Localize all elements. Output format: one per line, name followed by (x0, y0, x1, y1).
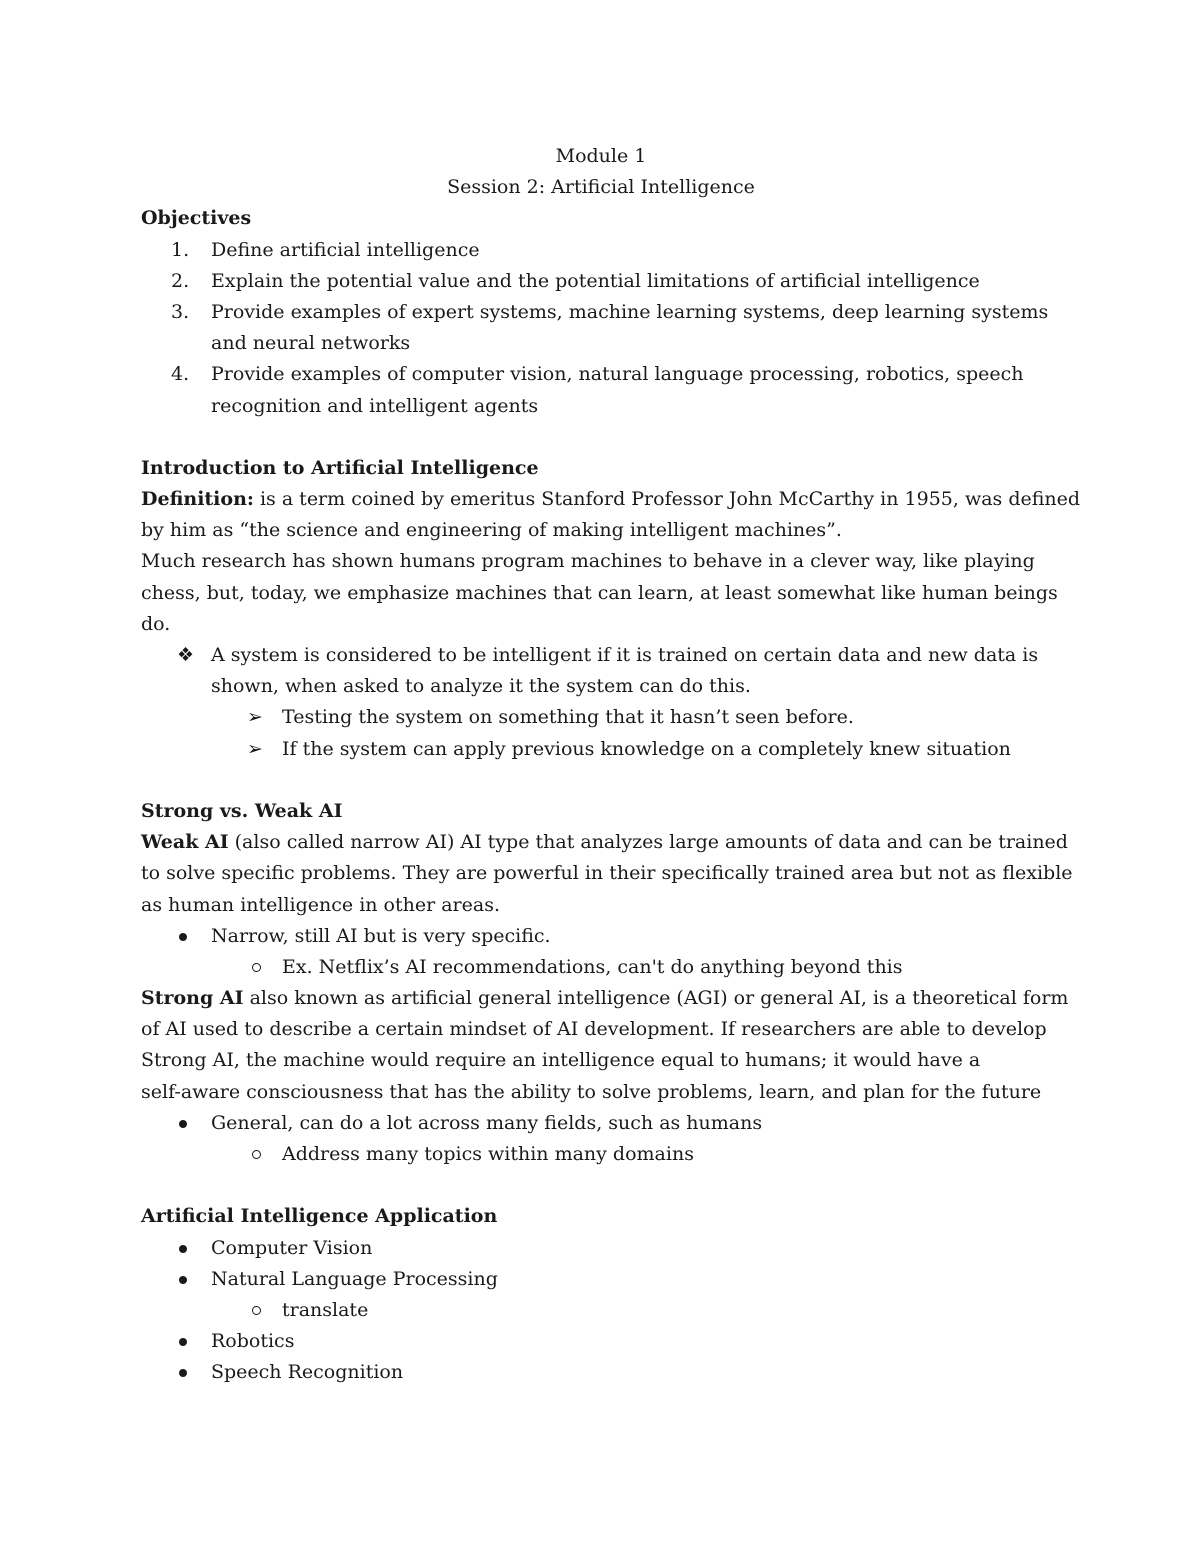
application-item-computer-vision: Computer Vision (141, 1233, 1061, 1264)
strong-ai-line-cont: self-aware consciousness that has the ability to solve problems, learn, and plan for the future (141, 1080, 1042, 1103)
definition-line: Definition: is a term coined by emeritus Stanford Professor John McCarthy in 1955, was defined (141, 488, 1081, 511)
bullet-circle-icon (252, 1306, 261, 1315)
session-title: Session 2: Artificial Intelligence (447, 176, 755, 199)
bullet-circle-icon (252, 963, 261, 972)
objective-item-3: 3. Provide examples of expert systems, machine learning systems, deep learning systems (171, 300, 1049, 323)
application-item-nlp: Natural Language Processing (141, 1264, 1061, 1295)
objective-item-2: 2. Explain the potential value and the potential limitations of artificial intelligence (171, 269, 980, 292)
applications-heading: Artificial Intelligence Application (141, 1205, 498, 1228)
bullet-circle-icon (252, 1150, 261, 1159)
strong-ai-line: Strong AI also known as artificial general intelligence (AGI) or general AI, is a theoretical form (141, 987, 1069, 1010)
diamond-bullet-item: ❖ A system is considered to be intelligent if it is trained on certain data and new data is (141, 640, 1061, 671)
intro-paragraph-line: do. (141, 612, 171, 635)
diamond-bullet-item-cont: shown, when asked to analyze it the system can do this. (211, 675, 751, 698)
spacer (141, 1170, 1061, 1201)
bullet-dot-icon (179, 1369, 187, 1377)
arrow-bullet-item: ➢ Testing the system on something that it hasn’t seen before. (141, 702, 1061, 733)
document-body (141, 141, 1081, 1389)
definition-line-cont: by him as “the science and engineering of making intelligent machines”. (141, 519, 842, 542)
strong-ai-line-cont: of AI used to describe a certain mindset of AI development. If researchers are able to develop (141, 1018, 1047, 1041)
weak-ai-line-cont: to solve specific problems. They are powerful in their specifically trained area but not as flexible (141, 862, 1073, 885)
spacer (141, 765, 1061, 796)
strong-ai-sub-bullet: Address many topics within many domains (141, 1139, 1061, 1170)
weak-ai-sub-bullet: Ex. Netflix’s AI recommendations, can't do anything beyond this (141, 952, 1061, 983)
application-item-robotics: Robotics (141, 1326, 1061, 1357)
arrow-bullet-item: ➢ If the system can apply previous knowledge on a completely knew situation (141, 734, 1061, 765)
module-title: Module 1 (555, 145, 647, 167)
arrow-bullet-icon: ➢ (247, 706, 263, 729)
bullet-dot-icon (179, 1338, 187, 1346)
bullet-dot-icon (179, 1245, 187, 1253)
intro-paragraph-line: Much research has shown humans program machines to behave in a clever way, like playing (141, 550, 1035, 573)
strong-ai-bullet: General, can do a lot across many fields, such as humans (141, 1108, 1061, 1139)
application-item-speech: Speech Recognition (141, 1357, 1061, 1388)
application-sub-item-translate: translate (141, 1295, 1061, 1326)
weak-ai-line-cont: as human intelligence in other areas. (141, 893, 501, 916)
intro-heading: Introduction to Artificial Intelligence (141, 456, 539, 479)
objective-item-3-cont: and neural networks (211, 332, 411, 355)
bullet-dot-icon (179, 1120, 187, 1128)
bullet-dot-icon (179, 1276, 187, 1284)
objective-item-1: 1. Define artificial intelligence (171, 238, 480, 261)
strong-weak-heading: Strong vs. Weak AI (141, 799, 343, 822)
objective-item-4: 4. Provide examples of computer vision, natural language processing, robotics, speech (171, 363, 1024, 386)
objective-item-4-cont: recognition and intelligent agents (211, 394, 539, 417)
arrow-bullet-icon: ➢ (247, 737, 263, 760)
strong-ai-line-cont: Strong AI, the machine would require an intelligence equal to humans; it would have a (141, 1049, 981, 1072)
objectives-list (141, 235, 1061, 422)
objectives-heading: Objectives (141, 207, 252, 230)
spacer (141, 422, 1061, 453)
weak-ai-line: Weak AI (also called narrow AI) AI type that analyzes large amounts of data and can be trained (141, 831, 1068, 854)
bullet-dot-icon (179, 933, 187, 941)
weak-ai-bullet: Narrow, still AI but is very specific. (141, 921, 1061, 952)
intro-paragraph-line: chess, but, today, we emphasize machines that can learn, at least somewhat like human beings (141, 581, 1058, 604)
diamond-bullet-icon: ❖ (177, 644, 195, 666)
